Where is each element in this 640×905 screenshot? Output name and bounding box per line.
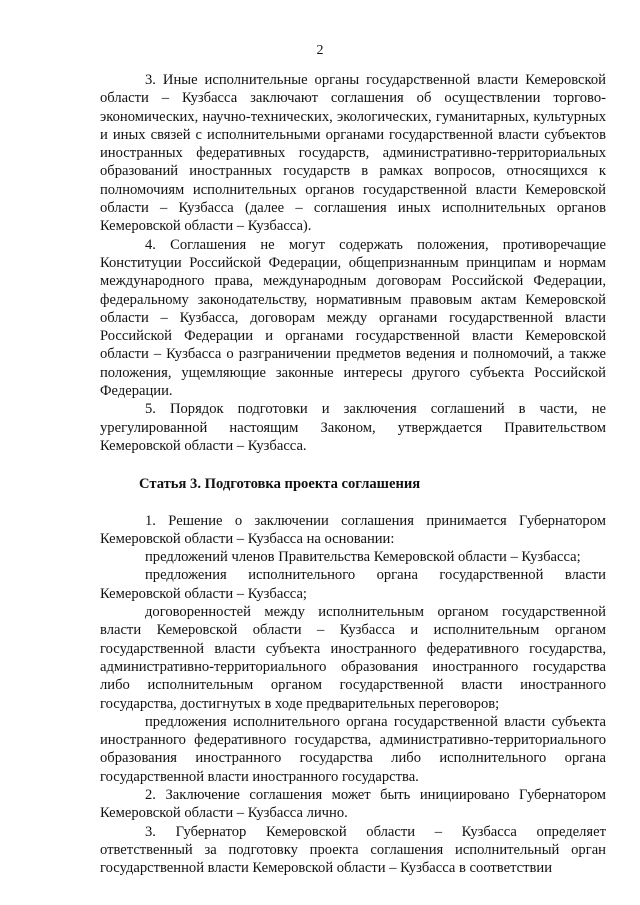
paragraph-5-procedure: 5. Порядок подготовки и заключения соглашений в части, не урегулированной настоящим Законом, утверждается Правительством Кемеровской области – Кузбасса. (100, 401, 606, 454)
page-number: 2 (316, 43, 324, 58)
paragraph-3-other-organs: 3. Иные исполнительные органы государственной власти Кемеровской области – Кузбасса заключают соглашения об осуществлении торгово-экономических, научно-технических, экологических, гуманитарных, культурных и иных связей с исполнительными органами государственной власти субъектов иностранных федеративных государств, административно-территориальных образований иностранных государств в рамках вопросов, относящихся к полномочиям исполнительных органов государственной власти Кемеровской области – Кузбасса (далее – соглашения иных исполнительных органов Кемеровской области – Кузбасса). (100, 72, 606, 235)
basis-item-foreign-proposal: предложения исполнительного органа государственной власти субъекта иностранного федеративного государства, административно-территориального образования иностранного государства либо исполнительного органа государственной власти иностранного государства. (100, 713, 606, 785)
basis-item-agreements-reached: договоренностей между исполнительным органом государственной власти Кемеровской области – Кузбасса и исполнительным органом государственной власти субъекта иностранного федеративного государства, административно-территориального образования иностранного государства либо исполнительным органом государственной власти иностранного государства, достигнутых в ходе предварительных переговоров; (100, 604, 606, 712)
basis-item-executive-organ: предложения исполнительного органа государственной власти Кемеровской области – Кузбасса; (100, 567, 606, 602)
article-3-heading: Статья 3. Подготовка проекта соглашения (139, 476, 421, 493)
basis-item-government-members: предложений членов Правительства Кемеровской области – Кузбасса; (145, 549, 581, 566)
paragraph-4-restrictions: 4. Соглашения не могут содержать положения, противоречащие Конституции Российской Федерации, общепризнанным принципам и нормам международного права, международным договорам Российской Федерации, федеральному законодательству, нормативным правовым актам Кемеровской области – Кузбасса, договорам между органами государственной власти Российской Федерации и органами государственной власти Кемеровской области – Кузбасса о разграничении предметов ведения и полномочий, а также положения, ущемляющие законные интересы другого субъекта Российской Федерации. (100, 236, 606, 400)
article-3-paragraph-1: 1. Решение о заключении соглашения принимается Губернатором Кемеровской области – Кузбасса на основании: (100, 512, 606, 547)
article-3-paragraph-2: 2. Заключение соглашения может быть инициировано Губернатором Кемеровской области – Кузбасса лично. (100, 786, 606, 822)
document-body (100, 71, 606, 877)
article-3-paragraph-3: 3. Губернатор Кемеровской области – Кузбасса определяет ответственный за подготовку проекта соглашения исполнительный орган государственной власти Кемеровской области – Кузбасса в соответствии (100, 823, 606, 877)
